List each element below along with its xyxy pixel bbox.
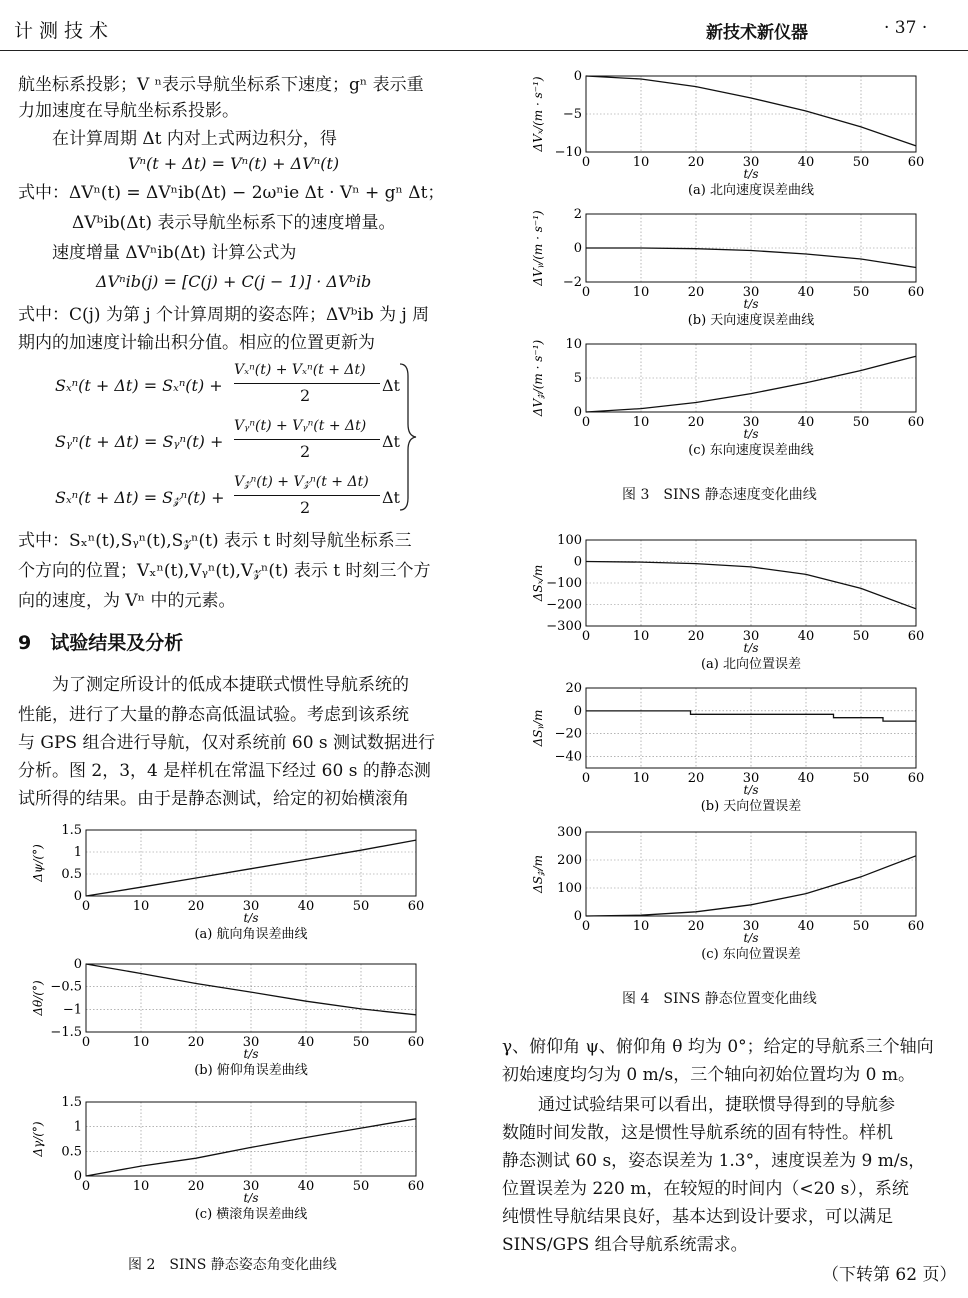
- fraction-bar: [234, 439, 380, 440]
- y-tick-label: 300: [557, 825, 582, 840]
- x-tick-label: 10: [632, 629, 650, 644]
- chart-pitch-error: [28, 956, 428, 1090]
- x-tick-label: 0: [581, 415, 591, 430]
- y-tick-label: 0: [73, 889, 82, 904]
- journal-name: 计测技术: [14, 20, 115, 42]
- x-tick-label: 40: [797, 629, 815, 644]
- y-tick-label: 0: [73, 1169, 82, 1184]
- x-tick-label: 30: [242, 1179, 260, 1194]
- x-tick-label: 10: [632, 919, 650, 934]
- equation-den: 2: [300, 442, 311, 461]
- para-line: 与 GPS 组合进行导航，仅对系统前 60 s 测试数据进行: [18, 733, 436, 753]
- x-tick-label: 40: [297, 1035, 315, 1050]
- y-tick-label: 20: [565, 681, 582, 696]
- x-axis-label: t/s: [743, 783, 759, 797]
- x-tick-label: 10: [132, 1035, 150, 1050]
- para-line: SINS/GPS 组合导航系统需求。: [502, 1235, 748, 1255]
- para-line: 位置误差为 220 m，在较短的时间内（<20 s），系统: [502, 1179, 909, 1199]
- series-line: [586, 248, 916, 268]
- x-axis-label: t/s: [743, 931, 759, 945]
- equation-sz-num: V𝓏ⁿ(t) + V𝓏ⁿ(t + Δt): [234, 474, 369, 490]
- para-line: 纯惯性导航结果良好，基本达到设计要求，可以满足: [502, 1207, 893, 1227]
- x-tick-label: 10: [632, 771, 650, 786]
- x-tick-label: 30: [742, 629, 760, 644]
- x-tick-label: 20: [687, 629, 705, 644]
- y-tick-label: −1.5: [50, 1025, 82, 1040]
- plot-frame: [86, 964, 416, 1032]
- para-line: 为了测定所设计的低成本捷联式惯性导航系统的: [52, 675, 409, 695]
- chart-caption: (b) 天向位置误差: [700, 799, 802, 814]
- y-axis-label: ΔVₓ/(m · s⁻¹): [531, 76, 545, 152]
- x-axis-label: t/s: [243, 1191, 259, 1205]
- continued-note: （下转第 62 页）: [822, 1265, 957, 1285]
- x-tick-label: 50: [852, 629, 870, 644]
- figure-caption: 图 2 SINS 静态姿态角变化曲线: [128, 1257, 337, 1273]
- x-tick-label: 40: [797, 285, 815, 300]
- y-tick-label: 10: [565, 337, 582, 352]
- y-tick-label: 0: [573, 554, 582, 570]
- x-tick-label: 10: [132, 1179, 150, 1194]
- x-tick-label: 20: [187, 899, 205, 914]
- para-line: 性能，进行了大量的静态高低温试验。考虑到该系统: [18, 705, 409, 725]
- x-tick-label: 40: [797, 415, 815, 430]
- y-axis-label: Δψ/(°): [31, 844, 45, 882]
- equation-sx-lhs: Sₓⁿ(t + Δt) = Sₓⁿ(t) +: [55, 376, 223, 395]
- x-tick-label: 60: [907, 629, 925, 644]
- para-line: 静态测试 60 s，姿态误差为 1.3°，速度误差为 9 m/s，: [502, 1151, 926, 1171]
- chart-caption: (c) 横滚角误差曲线: [194, 1207, 308, 1222]
- para-line: 式中：C(j) 为第 j 个计算周期的姿态阵；ΔVᵇib 为 j 周: [18, 305, 430, 325]
- chart-roll-error: [28, 1094, 428, 1234]
- para-line: 力加速度在导航坐标系投影。: [18, 101, 239, 121]
- x-tick-label: 30: [742, 415, 760, 430]
- x-tick-label: 20: [187, 1035, 205, 1050]
- para-line: 航坐标系投影；V ⁿ表示导航坐标系下速度；gⁿ 表示重: [18, 75, 424, 95]
- chart-caption: (a) 航向角误差曲线: [194, 927, 308, 942]
- x-tick-label: 60: [907, 155, 925, 170]
- equation-sz-lhs: Sₓⁿ(t + Δt) = S𝓏ⁿ(t) +: [55, 488, 225, 507]
- x-tick-label: 20: [187, 1179, 205, 1194]
- y-axis-label: ΔS𝓏/m: [531, 855, 545, 893]
- x-tick-label: 50: [852, 415, 870, 430]
- y-axis-label: Δθ/(°): [31, 980, 45, 1016]
- y-tick-label: −5: [562, 107, 582, 122]
- equation-sy-lhs: Sᵧⁿ(t + Δt) = Sᵧⁿ(t) +: [55, 432, 224, 451]
- equation-velocity: Vⁿ(t + Δt) = Vⁿ(t) + ΔVⁿ(t): [128, 154, 340, 173]
- fraction-bar: [234, 495, 380, 496]
- x-tick-label: 60: [407, 1179, 425, 1194]
- para-line: 个方向的位置；Vₓⁿ(t),Vᵧⁿ(t),V𝓏ⁿ(t) 表示 t 时刻三个方: [18, 561, 431, 581]
- para-line: 初始速度均匀为 0 m/s，三个轴向初始位置均为 0 m。: [502, 1065, 915, 1085]
- y-axis-label: ΔSₓ/m: [531, 564, 545, 602]
- x-tick-label: 30: [742, 919, 760, 934]
- x-tick-label: 20: [687, 415, 705, 430]
- para-line: 期内的加速度计输出积分值。相应的位置更新为: [18, 333, 375, 353]
- figure-caption: 图 4 SINS 静态位置变化曲线: [622, 991, 817, 1007]
- x-tick-label: 0: [581, 771, 591, 786]
- x-axis-label: t/s: [743, 641, 759, 655]
- x-tick-label: 10: [132, 899, 150, 914]
- x-tick-label: 40: [797, 155, 815, 170]
- x-axis-label: t/s: [243, 911, 259, 925]
- equation-sy-num: Vᵧⁿ(t) + Vᵧⁿ(t + Δt): [234, 418, 367, 434]
- equation-dt: Δt: [382, 376, 400, 395]
- y-tick-label: 0: [573, 909, 582, 924]
- x-axis-label: t/s: [743, 297, 759, 311]
- y-tick-label: 100: [557, 881, 582, 896]
- x-tick-label: 40: [297, 899, 315, 914]
- y-axis-label: ΔSᵧ/m: [531, 709, 545, 747]
- y-tick-label: 0: [573, 69, 582, 84]
- y-tick-label: 100: [557, 533, 582, 548]
- y-tick-label: −2: [562, 275, 582, 290]
- x-tick-label: 30: [242, 899, 260, 914]
- x-tick-label: 0: [581, 629, 591, 644]
- x-tick-label: 40: [797, 919, 815, 934]
- y-tick-label: 1: [73, 845, 82, 860]
- x-tick-label: 50: [352, 1179, 370, 1194]
- para-line: 向的速度，为 Vⁿ 中的元素。: [18, 591, 236, 611]
- chart-heading-error: [28, 822, 428, 954]
- fraction-bar: [234, 383, 380, 384]
- equation-dt: Δt: [382, 432, 400, 451]
- y-tick-label: −100: [546, 576, 582, 591]
- chart-caption: (a) 北向速度误差曲线: [687, 183, 815, 198]
- x-tick-label: 60: [907, 285, 925, 300]
- x-tick-label: 50: [352, 1035, 370, 1050]
- para-line: 试所得的结果。由于是静态测试，给定的初始横滚角: [18, 789, 409, 809]
- y-tick-label: 0: [573, 703, 582, 719]
- para-line: γ、俯仰角 ψ、俯仰角 θ 均为 0°；给定的导航系三个轴向: [502, 1037, 934, 1057]
- para-line: 分析。图 2，3，4 是样机在常温下经过 60 s 的静态测: [18, 761, 431, 781]
- x-tick-label: 10: [632, 285, 650, 300]
- x-tick-label: 30: [242, 1035, 260, 1050]
- series-line: [586, 76, 916, 146]
- equation-increment: ΔVⁿib(j) = [C(j) + C(j − 1)] · ΔVᵇib: [96, 272, 372, 291]
- y-tick-label: −200: [546, 597, 582, 613]
- y-tick-label: −40: [554, 749, 582, 765]
- y-axis-label: Δγ/(°): [31, 1121, 45, 1157]
- x-tick-label: 0: [581, 919, 591, 934]
- chart-east-position: [528, 824, 928, 974]
- x-tick-label: 0: [81, 1035, 91, 1050]
- chart-north-velocity: [528, 68, 928, 210]
- y-tick-label: 200: [557, 853, 582, 868]
- header-rule: [0, 50, 968, 51]
- x-tick-label: 50: [852, 285, 870, 300]
- x-axis-label: t/s: [743, 427, 759, 441]
- y-tick-label: 1.5: [61, 823, 82, 838]
- y-tick-label: 1: [73, 1119, 82, 1135]
- y-tick-label: 1.5: [61, 1095, 82, 1110]
- y-tick-label: −1: [62, 1002, 82, 1018]
- y-tick-label: −300: [546, 619, 582, 634]
- chart-caption: (c) 东向速度误差曲线: [688, 443, 814, 458]
- equation-dt: Δt: [382, 488, 400, 507]
- x-tick-label: 50: [852, 771, 870, 786]
- section-name: 新技术新仪器: [706, 23, 808, 43]
- x-tick-label: 20: [687, 155, 705, 170]
- y-tick-label: 0: [573, 405, 582, 420]
- y-axis-label: ΔV𝓏/(m · s⁻¹): [531, 339, 545, 417]
- y-tick-label: 0.5: [61, 1144, 82, 1160]
- y-tick-label: 2: [573, 207, 582, 222]
- para-line: 式中：Sₓⁿ(t),Sᵧⁿ(t),S𝓏ⁿ(t) 表示 t 时刻导航坐标系三: [18, 531, 412, 551]
- equation-sx-num: Vₓⁿ(t) + Vₓⁿ(t + Δt): [234, 362, 366, 378]
- x-axis-label: t/s: [243, 1047, 259, 1061]
- x-tick-label: 30: [742, 285, 760, 300]
- para-line: ΔVᵇib(Δt) 表示导航坐标系下的速度增量。: [72, 213, 396, 233]
- chart-caption: (b) 俯仰角误差曲线: [194, 1063, 308, 1078]
- para-line: 在计算周期 Δt 内对上式两边积分，得: [52, 129, 337, 149]
- x-tick-label: 30: [742, 771, 760, 786]
- x-tick-label: 60: [407, 899, 425, 914]
- x-tick-label: 0: [81, 1179, 91, 1194]
- chart-caption: (c) 东向位置误差: [701, 947, 801, 962]
- x-tick-label: 0: [581, 155, 591, 170]
- page-number: · 37 ·: [884, 18, 928, 38]
- x-tick-label: 20: [687, 285, 705, 300]
- x-tick-label: 30: [742, 155, 760, 170]
- para-line: 式中：ΔVⁿ(t) = ΔVⁿib(Δt) − 2ωⁿie Δt · Vⁿ + gⁿ Δt；: [18, 183, 445, 203]
- x-tick-label: 40: [297, 1179, 315, 1194]
- y-tick-label: −10: [554, 145, 582, 160]
- para-line: 速度增量 ΔVⁿib(Δt) 计算公式为: [52, 243, 297, 263]
- chart-up-velocity: [528, 206, 928, 340]
- y-tick-label: −0.5: [50, 979, 82, 995]
- x-tick-label: 50: [852, 919, 870, 934]
- x-axis-label: t/s: [743, 167, 759, 181]
- x-tick-label: 60: [907, 919, 925, 934]
- section-heading: 9 试验结果及分析: [18, 632, 184, 654]
- y-tick-label: 0: [73, 957, 82, 972]
- chart-up-position: [528, 680, 928, 826]
- y-axis-label: ΔVᵧ/(m · s⁻¹): [531, 210, 545, 286]
- y-tick-label: −20: [554, 726, 582, 742]
- right-brace: [398, 362, 418, 512]
- x-tick-label: 20: [687, 771, 705, 786]
- x-tick-label: 60: [907, 771, 925, 786]
- figure-caption: 图 3 SINS 静态速度变化曲线: [622, 487, 817, 503]
- x-tick-label: 60: [407, 1035, 425, 1050]
- y-tick-label: 0.5: [61, 867, 82, 882]
- chart-north-position: [528, 532, 928, 684]
- para-line: 数随时间发散，这是惯性导航系统的固有特性。样机: [502, 1123, 893, 1143]
- x-tick-label: 20: [687, 919, 705, 934]
- x-tick-label: 50: [852, 155, 870, 170]
- x-tick-label: 10: [632, 415, 650, 430]
- x-tick-label: 10: [632, 155, 650, 170]
- equation-den: 2: [300, 498, 311, 517]
- para-line: 通过试验结果可以看出，捷联惯导得到的导航参: [538, 1095, 895, 1115]
- chart-caption: (b) 天向速度误差曲线: [687, 313, 815, 328]
- x-tick-label: 0: [81, 899, 91, 914]
- y-tick-label: 5: [573, 371, 582, 386]
- chart-east-velocity: [528, 336, 928, 470]
- equation-den: 2: [300, 386, 311, 405]
- x-tick-label: 40: [797, 771, 815, 786]
- x-tick-label: 0: [581, 285, 591, 300]
- x-tick-label: 50: [352, 899, 370, 914]
- x-tick-label: 60: [907, 415, 925, 430]
- chart-caption: (a) 北向位置误差: [700, 657, 802, 672]
- y-tick-label: 0: [573, 241, 582, 256]
